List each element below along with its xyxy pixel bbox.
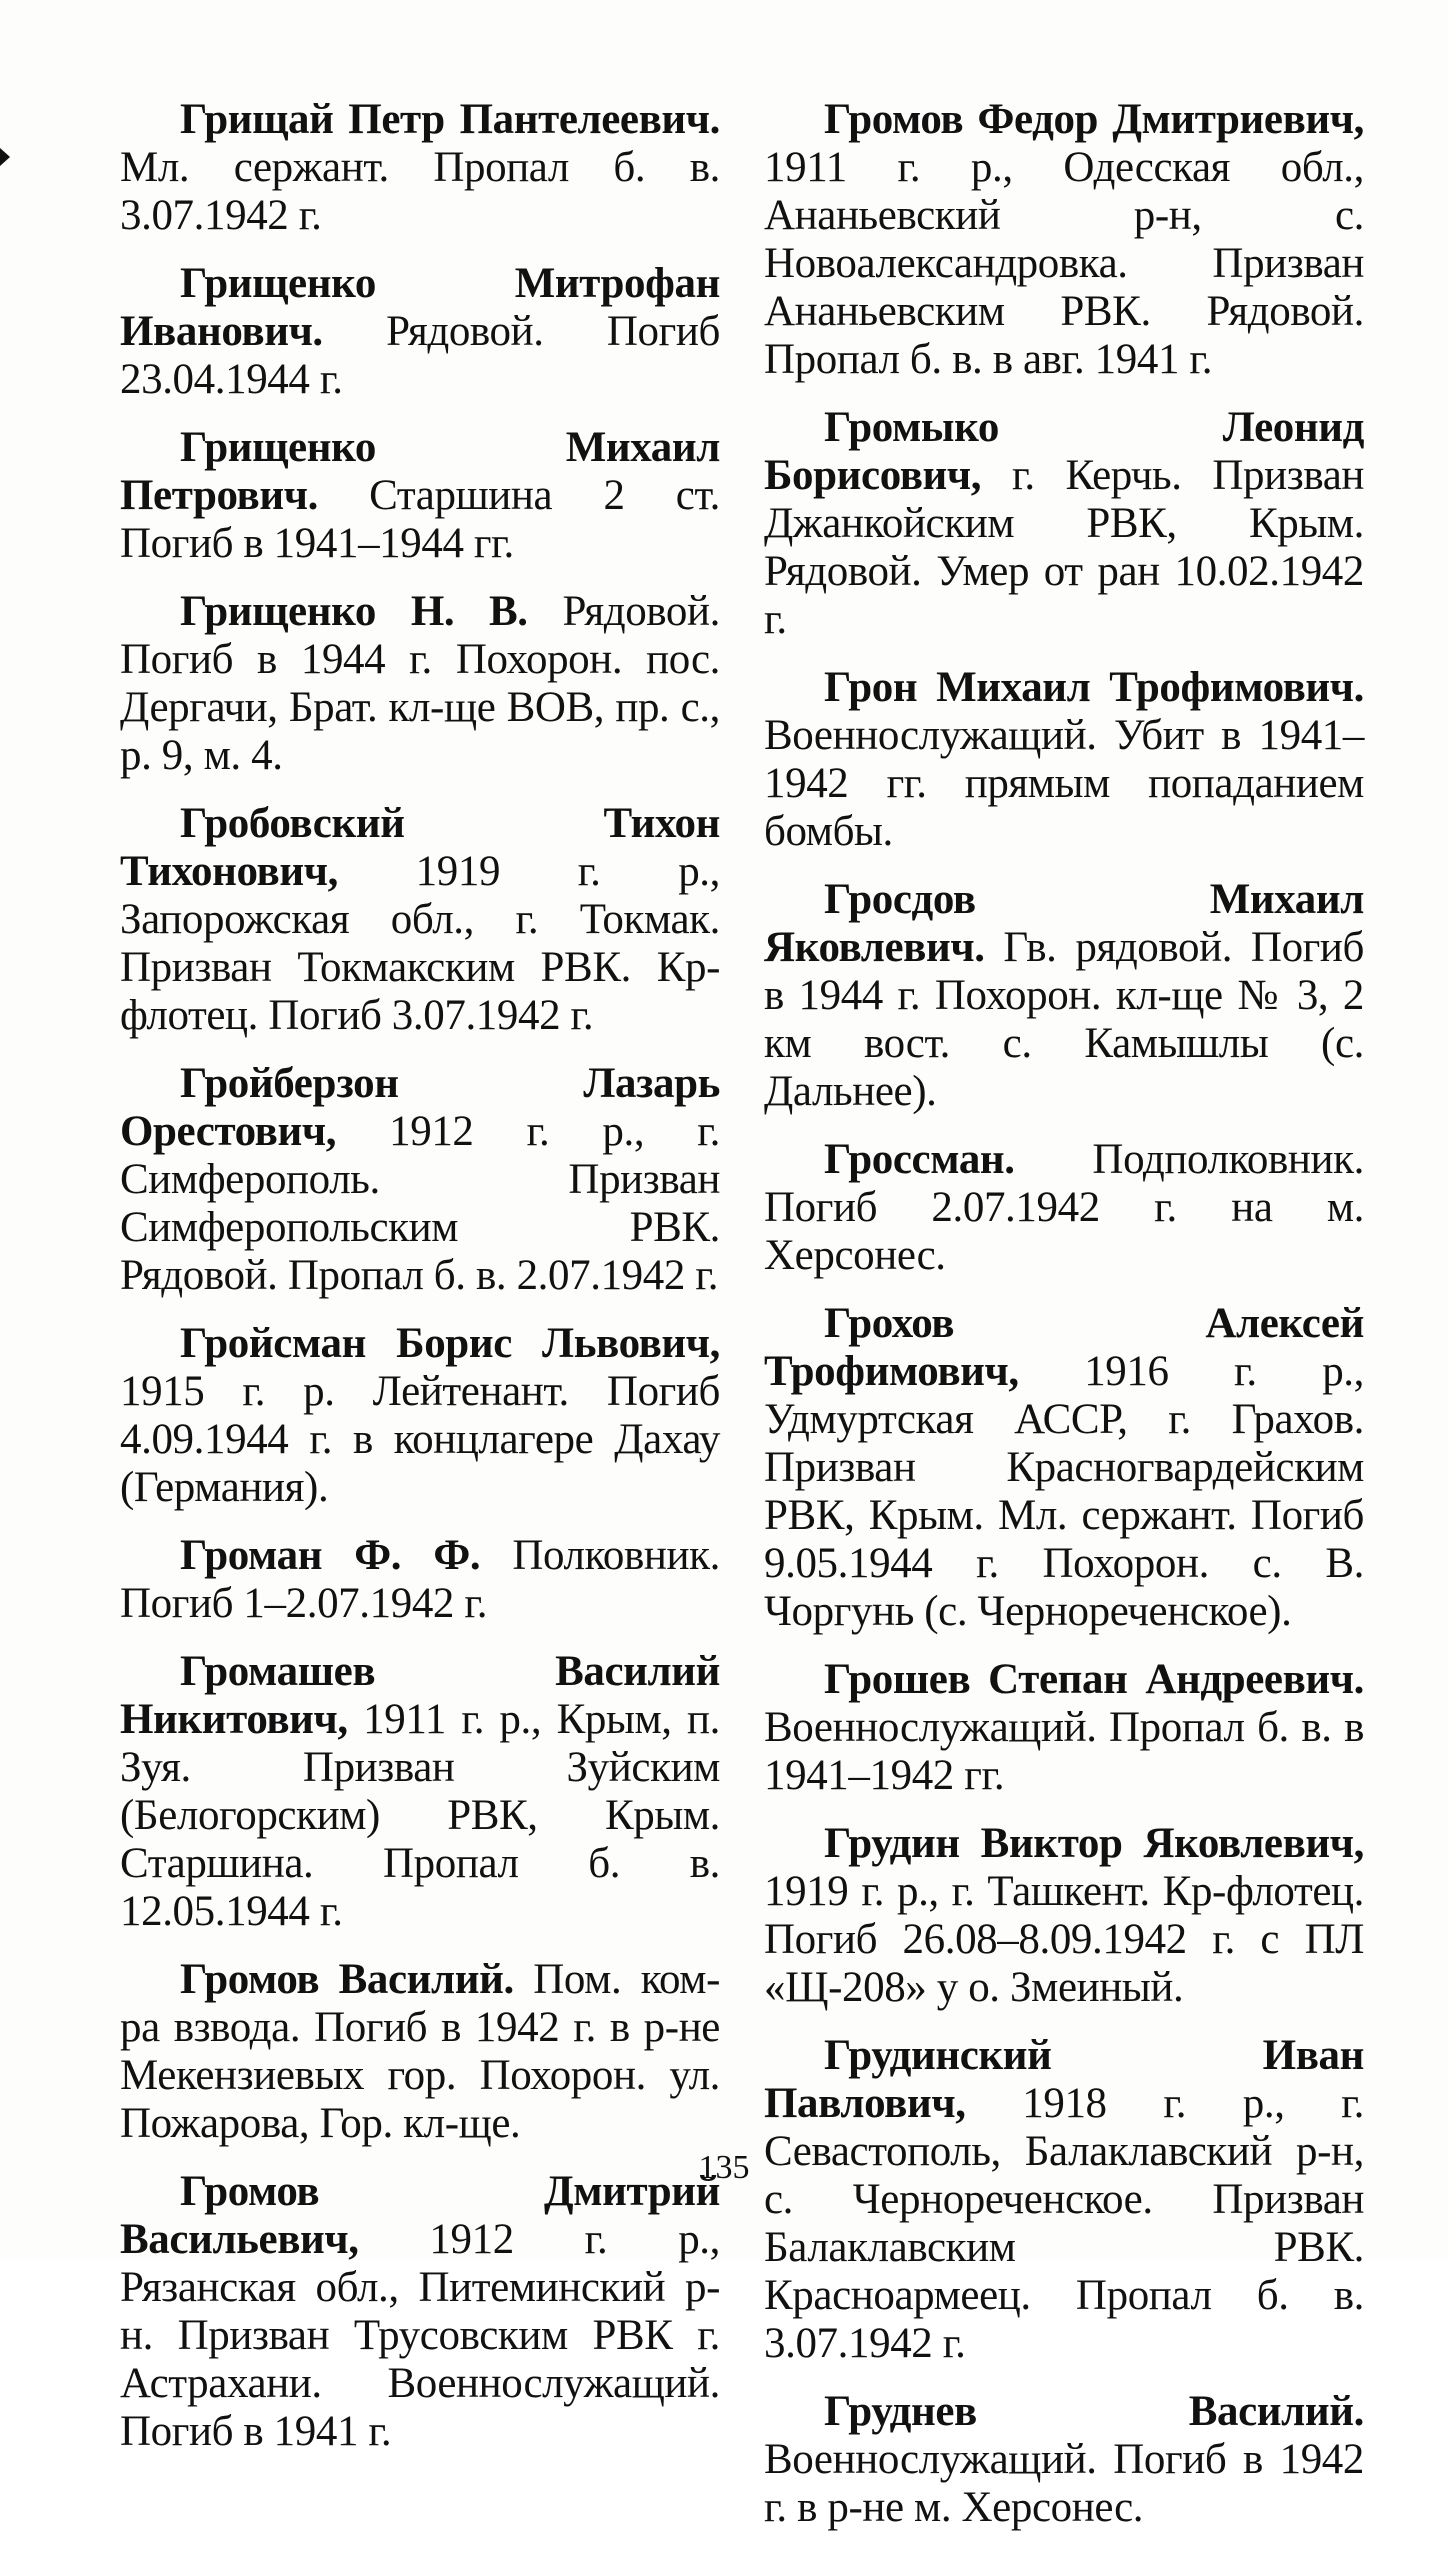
entry: [764, 1656, 1364, 1800]
entry-name: Гройберзон Лазарь Орестович,: [120, 1060, 720, 1155]
entry-text: Подполковник. Погиб 2.07.1942 г. на м. Херсонес.: [764, 1136, 1364, 1279]
entry-name: Грудинский Иван Павлович,: [764, 2032, 1364, 2127]
entry-text: Военнослужащий. Погиб в 1942 г. в р-не м. Херсонес.: [764, 2436, 1364, 2531]
entry-text: 1919 г. р., г. Ташкент. Кр-флотец. Погиб 26.08–8.09.1942 г. с ПЛ «Щ-208» у о. Змеиный.: [764, 1868, 1364, 2011]
entry: [764, 1136, 1364, 1280]
entry-text: Полковник. Погиб 1–2.07.1942 г.: [120, 1532, 720, 1627]
entry: [120, 1648, 720, 1936]
entry-name: Гросдов Михаил Яковлевич.: [764, 876, 1364, 971]
entry-text: Мл. сержант. Пропал б. в. 3.07.1942 г.: [120, 144, 720, 239]
entry: [764, 1820, 1364, 2012]
entry-name: Грошев Степан Андреевич.: [824, 1656, 1364, 1703]
left-column: [120, 96, 720, 2476]
entry: [120, 424, 720, 568]
entry-name: Гройсман Борис Львович,: [180, 1320, 720, 1367]
entry-text: 1911 г. р., Крым, п. Зуя. Призван Зуйским (Белогорским) РВК, Крым. Старшина. Пропал б. в. 12.05.1944 г.: [120, 1696, 720, 1935]
entry-text: Военнослужащий. Убит в 1941–1942 гг. прямым попаданием бомбы.: [764, 712, 1364, 855]
entry-text: 1912 г. р., г. Симферополь. Призван Симферопольским РВК. Рядовой. Пропал б. в. 2.07.1942 г.: [120, 1108, 720, 1299]
entry-name: Грищенко Михаил Петрович.: [120, 424, 720, 519]
entry: [120, 1320, 720, 1512]
entry: [120, 260, 720, 404]
entry-name: Громов Дмитрий Васильевич,: [120, 2168, 720, 2263]
entry: [764, 664, 1364, 856]
entry-text: 1915 г. р. Лейтенант. Погиб 4.09.1944 г. в концлагере Дахау (Германия).: [120, 1368, 720, 1511]
entry-name: Грищенко Н. В.: [180, 588, 528, 635]
entry-name: Гроссман.: [824, 1136, 1015, 1183]
entry: [764, 96, 1364, 384]
entry: [120, 588, 720, 780]
entry-name: Громыко Леонид Борисович,: [764, 404, 1364, 499]
entry-text: Рядовой. Погиб 23.04.1944 г.: [120, 308, 720, 403]
entry: [764, 404, 1364, 644]
entry-name: Грохов Алексей Трофимович,: [764, 1300, 1364, 1395]
entry: [120, 2168, 720, 2456]
entry-name: Грон Михаил Трофимович.: [824, 664, 1364, 711]
entry: [764, 1300, 1364, 1636]
page-number: 135: [698, 2149, 750, 2186]
entry-text: Рядовой. Погиб в 1944 г. Похорон. пос. Дергачи, Брат. кл-ще ВОВ, пр. с., р. 9, м. 4.: [120, 588, 720, 779]
entry-text: Гв. рядовой. Погиб в 1944 г. Похорон. кл-ще № 3, 2 км вост. с. Камышлы (с. Дальнее).: [764, 924, 1364, 1115]
entry: [120, 1956, 720, 2148]
entry-text: г. Керчь. Призван Джанкойским РВК, Крым. Рядовой. Умер от ран 10.02.1942 г.: [764, 452, 1364, 643]
entry-text: 1916 г. р., Удмуртская АССР, г. Грахов. Призван Красногвардейским РВК, Крым. Мл. сержант. Погиб 9.05.1944 г. Похорон. с. В. Чоргунь (с. Чернореченское).: [764, 1348, 1365, 1635]
entry: [120, 1532, 720, 1628]
page-edge-mark: [0, 148, 10, 166]
entry: [120, 96, 720, 240]
entry-name: Грудин Виктор Яковлевич,: [824, 1820, 1364, 1867]
entry-text: Пом. ком-ра взвода. Погиб в 1942 г. в р-не Мекензиевых гор. Похорон. ул. Пожарова, Гор. кл-ще.: [120, 1956, 721, 2147]
entry: [120, 1060, 720, 1300]
entry-name: Гробовский Тихон Тихонович,: [120, 800, 720, 895]
entry-text: 1912 г. р., Рязанская обл., Питеминский р-н. Призван Трусовским РВК г. Астрахани. Военнослужащий. Погиб в 1941 г.: [120, 2216, 720, 2455]
entry-name: Громан Ф. Ф.: [180, 1532, 481, 1579]
entry-name: Громашев Василий Никитович,: [120, 1648, 720, 1743]
entry-name: Громов Федор Дмитриевич,: [824, 96, 1364, 143]
entry-text: Старшина 2 ст. Погиб в 1941–1944 гг.: [120, 472, 720, 567]
entry-text: 1919 г. р., Запорожская обл., г. Токмак. Призван Токмакским РВК. Кр-флотец. Погиб 3.07.1942 г.: [120, 848, 720, 1039]
entry-name: Груднев Василий.: [824, 2388, 1364, 2435]
entry-name: Грищенко Митрофан Иванович.: [120, 260, 720, 355]
entry-text: 1918 г. р., г. Севастополь, Балаклавский р-н, с. Чернореченское. Призван Балаклавским РВК. Красноармеец. Пропал б. в. 3.07.1942 г.: [764, 2080, 1364, 2367]
entry-name: Грищай Петр Пантелеевич.: [180, 96, 720, 143]
entry-name: Громов Василий.: [180, 1956, 514, 2003]
entry: [764, 876, 1364, 1116]
entry: [120, 800, 720, 1040]
entry: [764, 2032, 1364, 2368]
entry-text: 1911 г. р., Одесская обл., Ананьевский р-н, с. Новоалександровка. Призван Ананьевским РВК. Рядовой. Пропал б. в. в авг. 1941 г.: [764, 144, 1364, 383]
entry-text: Военнослужащий. Пропал б. в. в 1941–1942 гг.: [764, 1704, 1364, 1799]
entry: [764, 2388, 1364, 2532]
